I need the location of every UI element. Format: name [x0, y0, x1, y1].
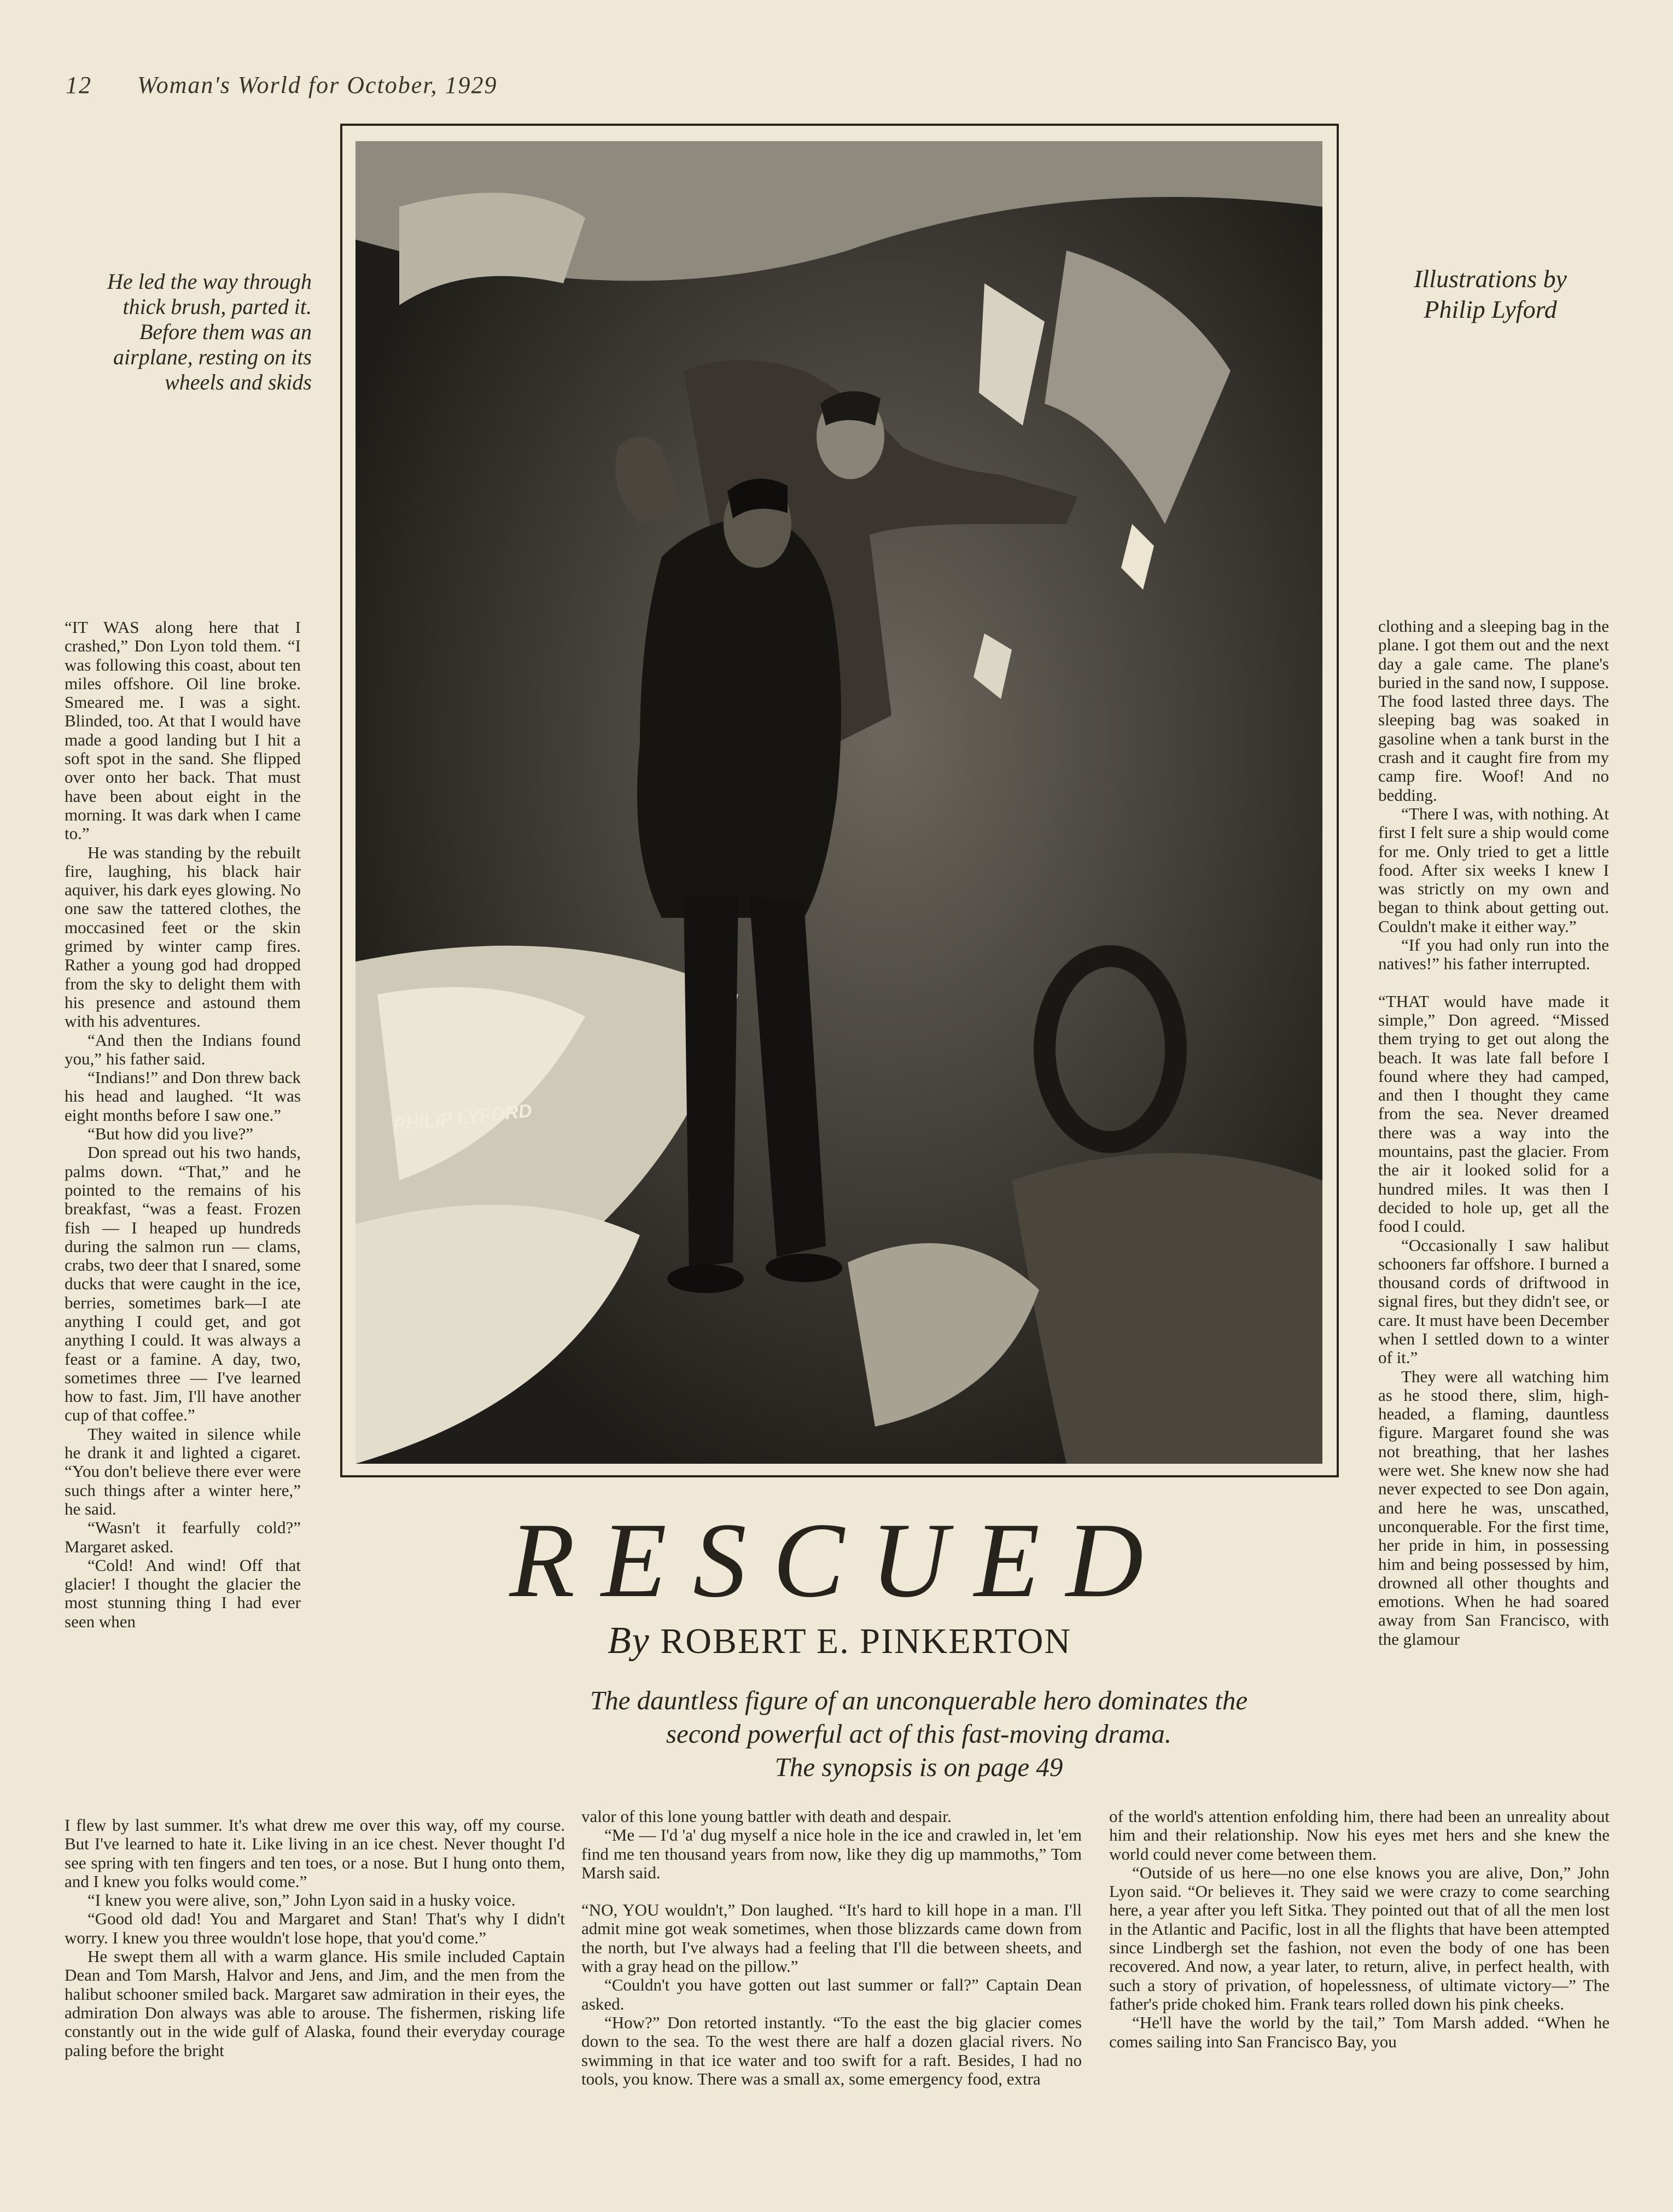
deck-line: The synopsis is on page 49 — [774, 1752, 1063, 1782]
paragraph: “Couldn't you have gotten out last summer or fall?” Captain Dean asked. — [581, 1975, 1082, 2013]
page-number: 12 — [66, 72, 92, 98]
artist-signature: PHILIP LYFORD — [392, 1100, 533, 1136]
credit-line-2: Philip Lyford — [1424, 295, 1557, 323]
article-column-bottom-left — [65, 1816, 565, 2060]
author-name: ROBERT E. PINKERTON — [660, 1621, 1072, 1661]
paragraph: “How?” Don retorted instantly. “To the east the big glacier comes down to the sea. To the west there are half a dozen glacial rivers. No swimming in that ice water and too swift for a raft. Besides, I had no tools, you know. There was a small ax, some emergency food, extra — [581, 2012, 1082, 2088]
paragraph: “Outside of us here—no one else knows you are alive, Don,” John Lyon said. “Or believes it. They said we were crazy to come searching here, a year after you left Sitka. They pointed out that of all the men lost in the Atlantic and Pacific, lost in all the flights that have been attempted since Lindbergh set the fashion, not even the body of one has been recovered. And now, a year later, to return, alive, in perfect health, with such a story of privation, of hopelessness, of ultimate victory—” The father's pride choked him. Frank tears rolled down his pink cheeks. — [1109, 1862, 1610, 2013]
paragraph: “And then the Indians found you,” his father said. — [65, 1030, 301, 1068]
byline-by: By — [607, 1620, 650, 1662]
paragraph: “I knew you were alive, son,” John Lyon said in a husky voice. — [88, 1890, 516, 1910]
paragraph: Don spread out his two hands, palms down. “That,” and he pointed to the remains of his breakfast, “was a feast. Frozen fish — I heaped up hundreds during the salmon run — clams, crabs, two deer that I snared, some ducks that were caught in the ice, berries, sometimes bark—I ate anything I could get, and got anything I could. It was always a feast or a famine. A day, two, sometimes three — I've learned how to fast. Jim, I'll have another cup of that coffee.” — [65, 1143, 301, 1425]
paragraph: “But how did you live?” — [88, 1124, 254, 1144]
paragraph: “Occasionally I saw halibut schooners far offshore. I burned a thousand cords of driftwood in signal fires, but they didn't see, or care. It must have been December when I settled down to a winter of it.” — [1378, 1235, 1609, 1367]
paragraph: “Good old dad! You and Margaret and Stan! That's why I didn't worry. I knew you three wouldn't lose hope, that you'd come.” — [65, 1909, 565, 1947]
byline — [470, 1619, 1209, 1663]
paragraph: They waited in silence while he drank it and lighted a cigaret. “You don't believe there ever were such things after a winter here,” he said. — [65, 1424, 301, 1518]
paragraph: “NO, YOU wouldn't,” Don laughed. “It's hard to kill hope in a man. I'll admit mine got weak sometimes, when those blizzards came down from the north, but I've always had a feeling that I'll die between sheets, and with a gray head on the pillow.” — [581, 1900, 1082, 1976]
magazine-title: Woman's World for October, 1929 — [137, 72, 498, 98]
article-column-right — [1378, 617, 1609, 1649]
paragraph: “If you had only run into the natives!” his father interrupted. — [1378, 935, 1609, 974]
paragraph: “There I was, with nothing. At first I felt sure a ship would come for me. Only tried to get a little food. After six weeks I knew I was strictly on my own and began to think about getting out. Couldn't make it either way.” — [1378, 804, 1609, 936]
illustration-caption: He led the way through thick brush, parted it. Before them was an airplane, resting on its wheels and skids — [107, 269, 312, 394]
paragraph: clothing and a sleeping bag in the plane. I got them out and the next day a gale came. The plane's buried in the sand now, I suppose. The food lasted three days. The sleeping bag was soaked in gasoline when a tank burst in the crash and it caught fire from my camp fire. Woof! And no bedding. — [1378, 616, 1609, 805]
article-column-bottom-middle — [581, 1807, 1082, 2088]
paragraph: of the world's attention enfolding him, there had been an unreality about him and their relationship. Now his eyes met hers and she knew the world could never come between them. — [1109, 1807, 1610, 1864]
article-deck — [580, 1684, 1258, 1784]
paragraph: He was standing by the rebuilt fire, laughing, his black hair aquiver, his dark eyes glowing. No one saw the tattered clothes, the moccasined feet or the skin grimed by winter camp fires. Rather a young god had dropped from the sky to delight them with his presence and astound them with his adventures. — [65, 842, 301, 1031]
article-column-left — [65, 618, 301, 1631]
paragraph: “IT WAS along here that I crashed,” Don Lyon told them. “I was following this coast, about ten miles offshore. Oil line broke. Smeared me. I was a sight. Blinded, too. At that I would have made a good landing but I hit a soft spot in the sand. She flipped over onto her back. That must have been about eight in the morning. It was dark when I came to.” — [65, 618, 301, 843]
page-header — [66, 71, 498, 99]
article-title: RESCUED — [509, 1501, 1170, 1620]
illustration — [355, 141, 1322, 1464]
illustration-credit — [1373, 264, 1608, 325]
paragraph: valor of this lone young battler with death and despair. — [581, 1807, 952, 1826]
paragraph: “Indians!” and Don threw back his head and laughed. “It was eight months before I saw one.” — [65, 1068, 301, 1125]
paragraph: “He'll have the world by the tail,” Tom Marsh added. “When he comes sailing into San Francisco Bay, you — [1109, 2013, 1610, 2051]
paragraph: I flew by last summer. It's what drew me over this way, off my course. But I've learned to hate it. Like living in an ice chest. Never thought I'd see spring with ten fingers and ten toes, or a nose. But I hung onto them, and I knew you folks would come.” — [65, 1815, 565, 1891]
deck-line: The dauntless figure of an unconquerable hero dominates the — [590, 1685, 1248, 1715]
paragraph: “THAT would have made it simple,” Don agreed. “Missed them trying to get out along the beach. It was late fall before I found where they had camped, and then I thought they came from the sea. Never dreamed there was a way into the mountains, past the glacier. From the air it looked solid for a hundred miles. It was then I decided to hole up, get all the food I could. — [1378, 991, 1609, 1236]
credit-line-1: Illustrations by — [1414, 265, 1567, 293]
paragraph: “Wasn't it fearfully cold?” Margaret asked. — [65, 1518, 301, 1556]
paragraph: He swept them all with a warm glance. His smile included Captain Dean and Tom Marsh, Halvor and Jens, and Jim, and the men from the halibut schooner smiled back. Margaret saw admiration in their eyes, the admiration Don always was able to arouse. The fishermen, risking life constantly out in the wide gulf of Alaska, found their everyday courage paling before the bright — [65, 1947, 565, 2060]
paragraph: “Me — I'd 'a' dug myself a nice hole in the ice and crawled in, let 'em find me ten thousand years from now, like they dig up mammoths,” Tom Marsh said. — [581, 1825, 1082, 1882]
article-column-bottom-right — [1109, 1807, 1610, 2051]
paragraph: They were all watching him as he stood there, slim, high-headed, a flaming, dauntless figure. Margaret found she was not breathing, that her lashes were wet. She knew now she had never expected to see Don again, and here he was, unscathed, unconquerable. For the first time, her pride in him, in possessing him and being possessed by him, drowned all other thoughts and emotions. When he had soared away from San Francisco, with the glamour — [1378, 1366, 1609, 1649]
paragraph: “Cold! And wind! Off that glacier! I thought the glacier the most stunning thing I had ever seen when — [65, 1555, 301, 1631]
deck-line: second powerful act of this fast-moving drama. — [666, 1719, 1172, 1749]
